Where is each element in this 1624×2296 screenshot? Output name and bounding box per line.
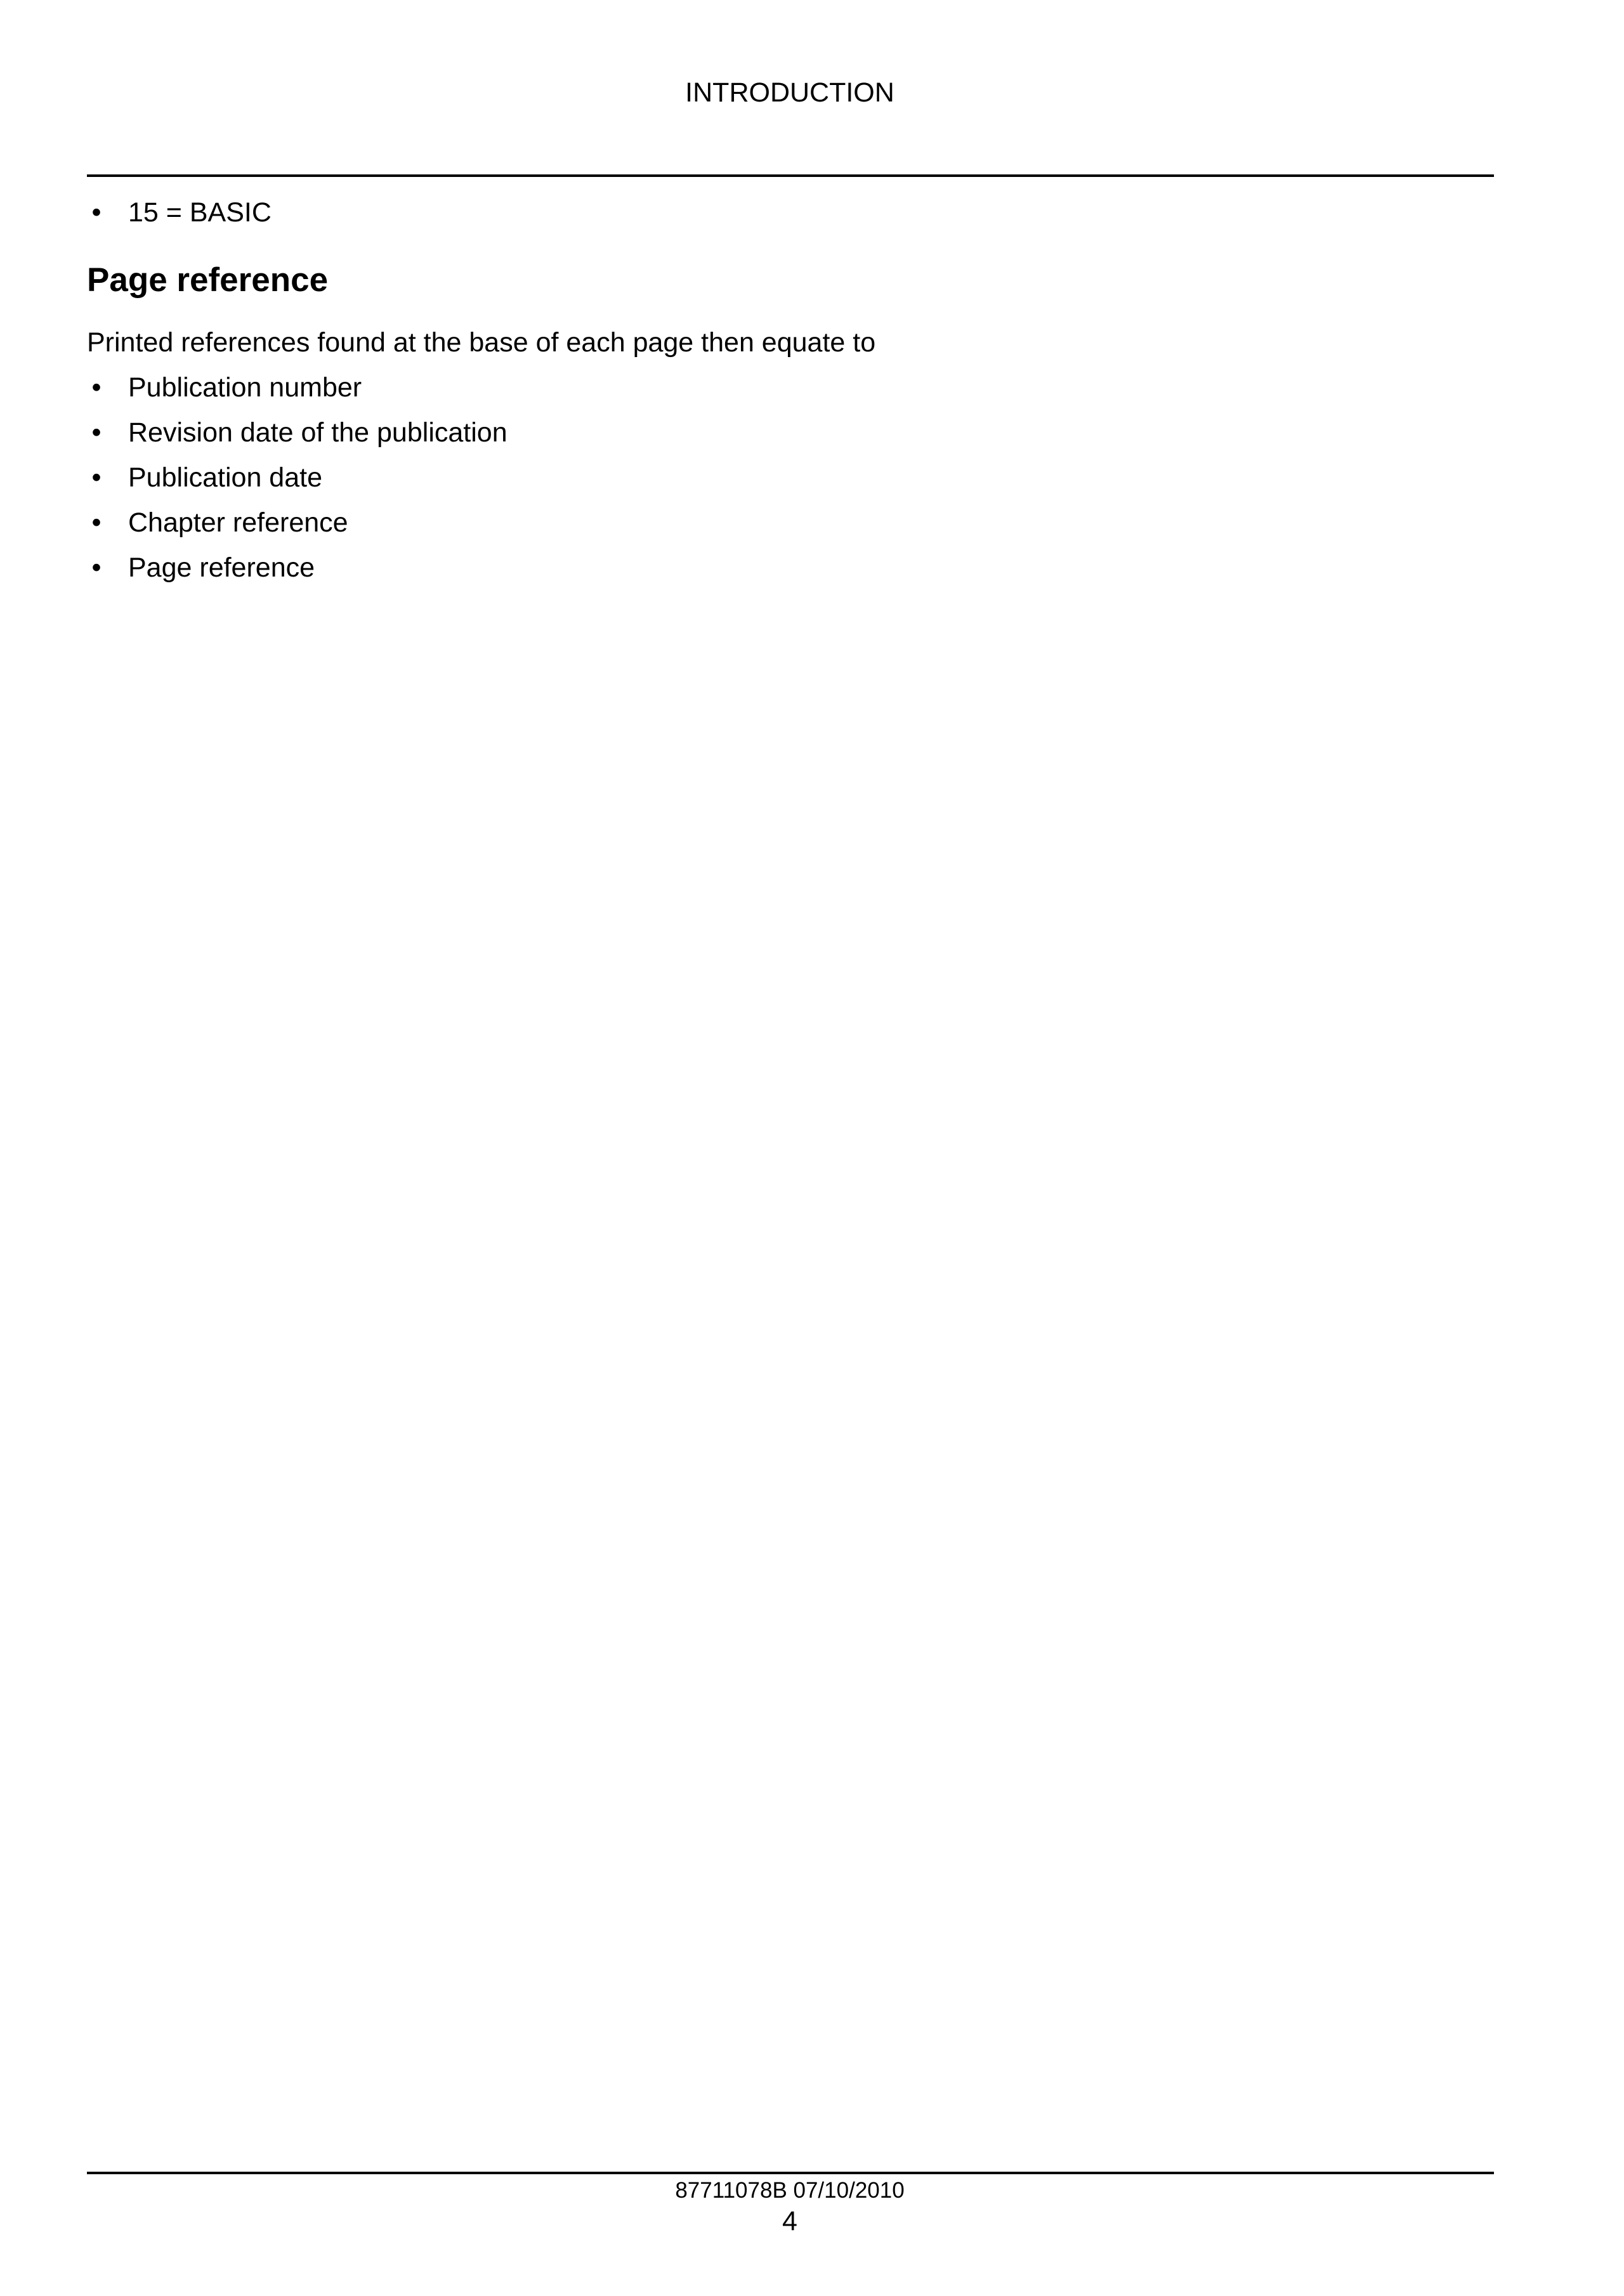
list-item-text: Publication date [128,462,322,493]
list-item [87,190,1494,235]
page-header: INTRODUCTION [685,77,894,108]
list-item-text: Publication number [128,372,362,403]
intro-paragraph: Printed references found at the base of each page then equate to [87,327,876,358]
bullet-icon: • [91,507,102,538]
publication-code: 87711078B 07/10/2010 [675,2178,905,2203]
continued-bullet-list [87,190,1494,235]
bullet-icon: • [91,462,102,493]
page-number: 4 [782,2206,797,2236]
list-item-text: Chapter reference [128,507,348,538]
list-item [87,500,1494,545]
page-reference-list [87,365,1494,590]
bullet-icon: • [91,552,102,583]
list-item [87,365,1494,410]
section-heading: Page reference [87,261,329,299]
bullet-icon: • [91,197,102,228]
list-item [87,410,1494,455]
header-divider [87,174,1494,177]
list-item-text: 15 = BASIC [128,197,272,228]
list-item-text: Revision date of the publication [128,417,508,448]
list-item-text: Page reference [128,552,315,583]
page-content [87,190,1494,590]
list-item [87,545,1494,590]
bullet-icon: • [91,417,102,448]
list-item [87,455,1494,500]
footer-divider [87,2172,1494,2174]
bullet-icon: • [91,372,102,403]
